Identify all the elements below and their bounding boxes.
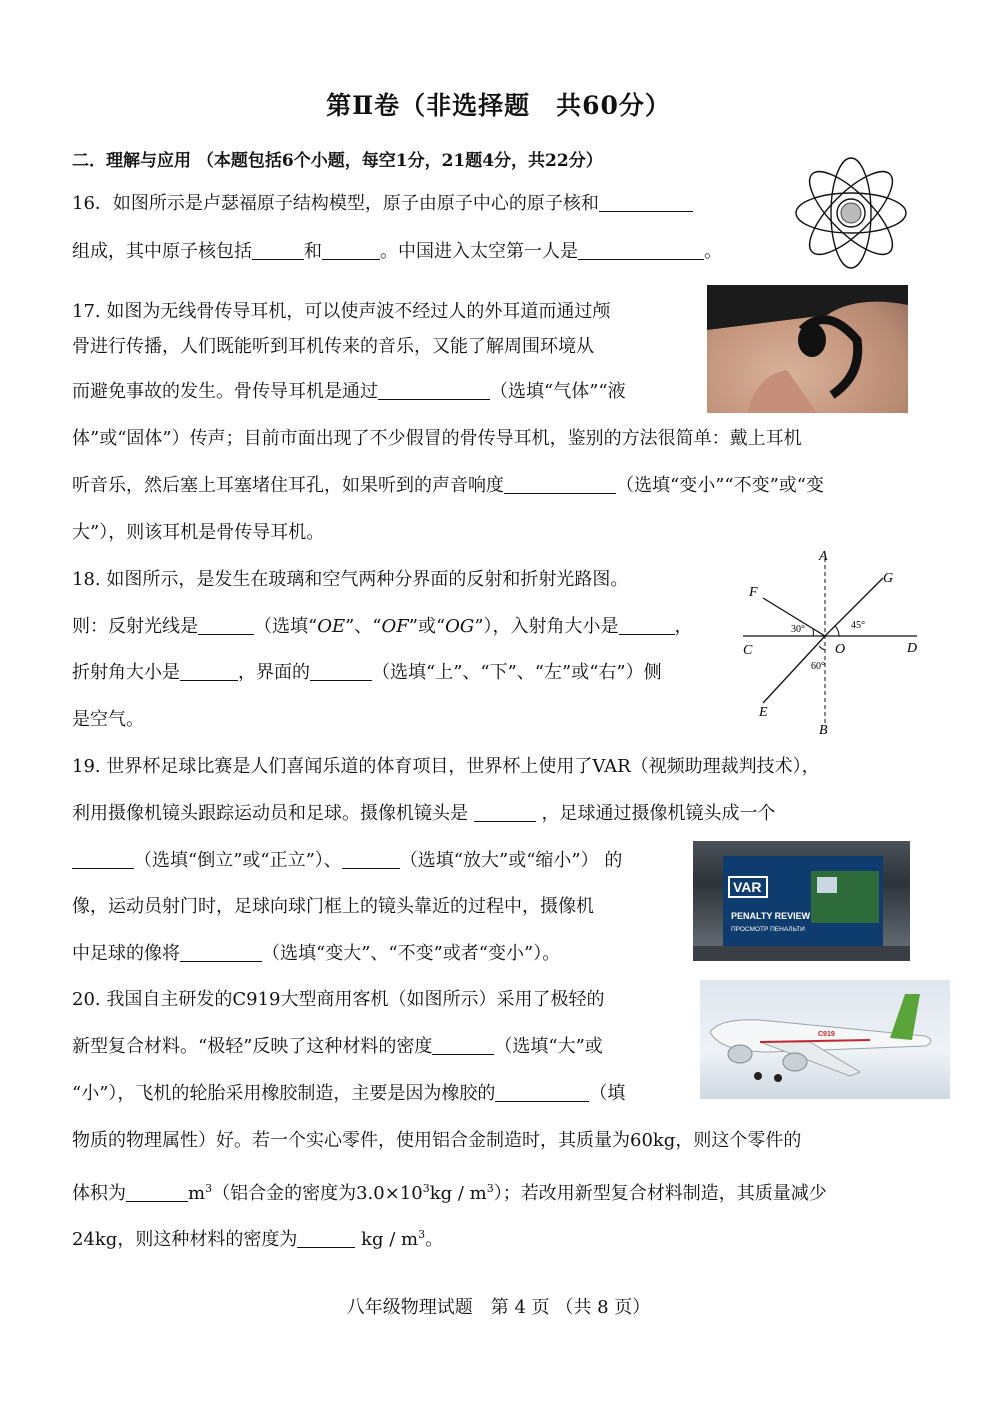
label-a: A — [819, 549, 828, 564]
answer-blank[interactable] — [378, 381, 490, 400]
q18-line-2: 则：反射光线是 （选填“OE”、“OF”或“OG”），入射角大小是 ， — [72, 616, 693, 637]
answer-blank[interactable] — [342, 850, 400, 869]
q16-line-1: 16．如图所示是卢瑟福原子结构模型，原子由原子中心的原子核和 — [72, 192, 693, 216]
answer-blank[interactable] — [198, 616, 254, 635]
refraction-diagram — [735, 548, 927, 738]
q20-line-3: “小”），飞机的轮胎采用橡胶制造，主要是因为橡胶的 （填 — [72, 1083, 626, 1104]
answer-blank[interactable] — [310, 662, 372, 681]
q20-line-1: 20. 我国自主研发的C919大型商用客机（如图所示）采用了极轻的 — [72, 989, 605, 1010]
q17-line-2: 骨进行传播，人们既能听到耳机传来的音乐，又能了解周围环境从 — [72, 336, 594, 357]
atom-model-figure — [792, 154, 910, 272]
q16-line-2: 组成，其中原子核包括 和 。中国进入太空第一人是 。 — [72, 241, 722, 262]
penalty-review-text: PENALTY REVIEW — [731, 911, 811, 921]
answer-blank[interactable] — [599, 193, 693, 212]
q20-line-2: 新型复合材料。“极轻”反映了这种材料的密度 （选填“大”或 — [72, 1036, 603, 1057]
q20-line-4: 物质的物理属性）好。若一个实心零件，使用铝合金制造时，其质量为60kg，则这个零件的 — [72, 1130, 802, 1151]
answer-blank[interactable] — [474, 803, 536, 822]
answer-blank[interactable] — [504, 475, 616, 494]
answer-blank[interactable] — [578, 241, 704, 260]
answer-blank[interactable] — [126, 1183, 188, 1202]
var-logo-text: VAR — [733, 879, 762, 895]
label-d: D — [907, 641, 918, 656]
answer-blank[interactable] — [252, 241, 304, 260]
bone-conduction-earphone-photo — [707, 285, 908, 413]
c919-livery-text: C919 — [818, 1031, 835, 1038]
q17-line-4: 体”或“固体”）传声；目前市面出现了不少假冒的骨传导耳机，鉴别的方法很简单：戴上耳机 — [72, 428, 802, 449]
q17-line-3: 而避免事故的发生。骨传导耳机是通过 （选填“气体”“液 — [72, 381, 626, 402]
q17-line-1: 17. 如图为无线骨传导耳机，可以使声波不经过人的外耳道而通过颅 — [72, 301, 611, 322]
q19-line-5: 中足球的像将 （选填“变大”、“不变”或者“变小”）。 — [72, 943, 561, 964]
penalty-review-ru-text: ПРОСМОТР ПЕНАЛЬТИ — [731, 926, 805, 933]
label-b: B — [819, 723, 828, 738]
answer-blank[interactable] — [180, 943, 262, 962]
page-title: 第Ⅱ卷（非选择题 共60分） — [326, 91, 671, 120]
q20-line-6: 24kg，则这种材料的密度为 kg / $m^3$。 — [72, 1228, 444, 1250]
label-g: G — [883, 571, 894, 586]
q19-line-3: （选填“倒立”或“正立”）、 （选填“放大”或“缩小”） 的 — [72, 849, 622, 873]
q20-line-5: 体积为 $m^3$（铝合金的密度为$3.0\times 10^3kg / m^3$）；若改用新型复合材料制造，其质量减少 — [72, 1182, 827, 1204]
label-o: O — [835, 642, 846, 657]
q18-line-1: 18. 如图所示，是发生在玻璃和空气两种分界面的反射和折射光路图。 — [72, 569, 629, 590]
answer-blank[interactable] — [495, 1083, 589, 1102]
page-footer: 八年级物理试题 第 4 页 （共 8 页） — [346, 1297, 651, 1318]
section-heading: 二．理解与应用 （本题包括6个小题，每空1分，21题4分，共22分） — [72, 151, 603, 171]
q17-line-5: 听音乐，然后塞上耳塞堵住耳孔，如果听到的声音响度 （选填“变小”“不变”或“变 — [72, 475, 825, 496]
label-e: E — [759, 705, 768, 720]
angle-60: 60° — [811, 661, 825, 672]
var-screen-photo — [693, 841, 910, 961]
label-c: C — [743, 643, 753, 658]
q18-line-3: 折射角大小是 ，界面的 （选填“上”、“下”、“左”或“右”）侧 — [72, 662, 662, 683]
c919-aircraft-photo — [700, 980, 950, 1099]
answer-blank[interactable] — [322, 241, 380, 260]
q19-line-2: 利用摄像机镜头跟踪运动员和足球。摄像机镜头是 ，足球通过摄像机镜头成一个 — [72, 803, 776, 824]
q18-line-4: 是空气。 — [72, 709, 144, 730]
q19-line-1: 19. 世界杯足球比赛是人们喜闻乐道的体育项目，世界杯上使用了VAR（视频助理裁判技术）， — [72, 756, 820, 777]
angle-45: 45° — [851, 620, 865, 631]
answer-blank[interactable] — [432, 1036, 494, 1055]
answer-blank[interactable] — [180, 662, 238, 681]
label-f: F — [749, 585, 758, 600]
q17-line-6: 大”），则该耳机是骨传导耳机。 — [72, 522, 325, 543]
answer-blank[interactable] — [297, 1229, 355, 1248]
angle-30: 30° — [791, 624, 805, 635]
answer-blank[interactable] — [619, 616, 675, 635]
answer-blank[interactable] — [72, 850, 134, 869]
q19-line-4: 像，运动员射门时，足球向球门框上的镜头靠近的过程中，摄像机 — [72, 896, 594, 917]
